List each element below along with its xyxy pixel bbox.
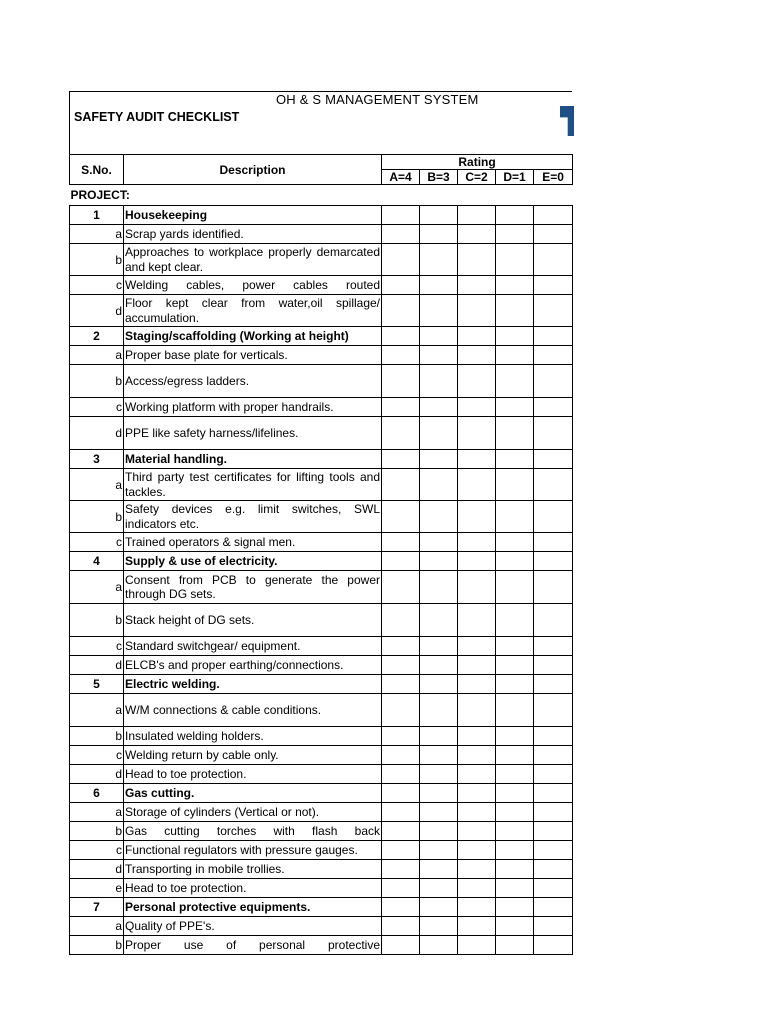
rating-cell[interactable] [420, 841, 458, 860]
checklist-item-row [70, 841, 573, 860]
item-description: Standard switchgear/ equipment. [124, 637, 382, 656]
rating-cell[interactable] [382, 604, 420, 637]
rating-cell[interactable] [420, 822, 458, 841]
rating-cell[interactable] [458, 225, 496, 244]
item-letter: a [70, 346, 124, 365]
section-number: 6 [70, 784, 124, 803]
rating-cell[interactable] [496, 727, 534, 746]
checklist-item-row [70, 346, 573, 365]
item-description: Proper use of personal protective [124, 936, 382, 955]
rating-cell[interactable] [382, 936, 420, 955]
rating-cell[interactable] [420, 398, 458, 417]
rating-cell[interactable] [496, 822, 534, 841]
rating-cell[interactable] [382, 295, 420, 327]
rating-cell[interactable] [496, 746, 534, 765]
rating-cell[interactable] [534, 860, 573, 879]
rating-cell[interactable] [496, 501, 534, 533]
rating-cell[interactable] [382, 533, 420, 552]
rating-cell[interactable] [496, 244, 534, 276]
item-description: ELCB's and proper earthing/connections. [124, 656, 382, 675]
rating-cell[interactable] [496, 917, 534, 936]
rating-cell[interactable] [420, 898, 458, 917]
item-description: Proper base plate for verticals. [124, 346, 382, 365]
checklist-item-row [70, 533, 573, 552]
rating-cell[interactable] [534, 727, 573, 746]
rating-cell[interactable] [420, 346, 458, 365]
rating-cell[interactable] [458, 784, 496, 803]
system-title: OH & S MANAGEMENT SYSTEM [276, 92, 479, 107]
rating-cell[interactable] [420, 879, 458, 898]
rating-cell[interactable] [458, 898, 496, 917]
rating-level-d: D=1 [496, 170, 534, 185]
item-letter: d [70, 295, 124, 327]
project-spacer [382, 185, 573, 206]
rating-cell[interactable] [382, 501, 420, 533]
section-row [70, 898, 573, 917]
rating-cell[interactable] [420, 206, 458, 225]
rating-cell[interactable] [534, 879, 573, 898]
rating-level-a: A=4 [382, 170, 420, 185]
rating-cell[interactable] [458, 295, 496, 327]
item-letter: b [70, 501, 124, 533]
section-row [70, 450, 573, 469]
rating-cell[interactable] [382, 225, 420, 244]
rating-cell[interactable] [420, 694, 458, 727]
rating-cell[interactable] [534, 276, 573, 295]
rating-cell[interactable] [458, 533, 496, 552]
rating-cell[interactable] [534, 206, 573, 225]
checklist-sheet [69, 91, 572, 955]
rating-cell[interactable] [382, 417, 420, 450]
rating-cell[interactable] [458, 398, 496, 417]
rating-cell[interactable] [420, 365, 458, 398]
rating-cell[interactable] [420, 552, 458, 571]
rating-cell[interactable] [534, 656, 573, 675]
rating-cell[interactable] [496, 398, 534, 417]
rating-cell[interactable] [382, 917, 420, 936]
checklist-item-row [70, 244, 573, 276]
rating-cell[interactable] [420, 225, 458, 244]
section-number: 4 [70, 552, 124, 571]
rating-cell[interactable] [496, 417, 534, 450]
section-number: 3 [70, 450, 124, 469]
item-description: Gas cutting torches with flash back [124, 822, 382, 841]
rating-cell[interactable] [496, 879, 534, 898]
rating-cell[interactable] [534, 450, 573, 469]
item-letter: a [70, 571, 124, 604]
item-letter: a [70, 917, 124, 936]
rating-cell[interactable] [458, 860, 496, 879]
rating-cell[interactable] [420, 533, 458, 552]
rating-cell[interactable] [496, 604, 534, 637]
rating-cell[interactable] [382, 765, 420, 784]
rating-cell[interactable] [534, 841, 573, 860]
rating-cell[interactable] [458, 206, 496, 225]
rating-cell[interactable] [420, 501, 458, 533]
item-letter: b [70, 244, 124, 276]
item-letter: c [70, 637, 124, 656]
rating-cell[interactable] [382, 469, 420, 501]
rating-cell[interactable] [382, 898, 420, 917]
rating-cell[interactable] [496, 656, 534, 675]
rating-cell[interactable] [382, 656, 420, 675]
rating-cell[interactable] [496, 571, 534, 604]
item-letter: c [70, 398, 124, 417]
rating-cell[interactable] [420, 936, 458, 955]
rating-cell[interactable] [534, 225, 573, 244]
section-number: 7 [70, 898, 124, 917]
rating-cell[interactable] [382, 244, 420, 276]
rating-cell[interactable] [458, 552, 496, 571]
item-description: Safety devices e.g. limit switches, SWL indicators etc. [125, 502, 380, 531]
rating-level-c: C=2 [458, 170, 496, 185]
rating-cell[interactable] [496, 469, 534, 501]
rating-cell[interactable] [420, 803, 458, 822]
item-letter: c [70, 746, 124, 765]
section-title: Gas cutting. [124, 784, 382, 803]
item-description: Access/egress ladders. [124, 365, 382, 398]
description-header: Description [124, 155, 382, 185]
checklist-item-row [70, 365, 573, 398]
rating-cell[interactable] [496, 346, 534, 365]
checklist-item-row [70, 879, 573, 898]
rating-cell[interactable] [382, 327, 420, 346]
rating-cell[interactable] [534, 552, 573, 571]
rating-cell[interactable] [496, 533, 534, 552]
item-description: Functional regulators with pressure gauges. [124, 841, 382, 860]
item-letter: a [70, 469, 124, 501]
rating-cell[interactable] [458, 244, 496, 276]
project-row [70, 185, 573, 206]
rating-cell[interactable] [534, 803, 573, 822]
rating-cell[interactable] [458, 637, 496, 656]
rating-cell[interactable] [458, 417, 496, 450]
item-description: Welding return by cable only. [124, 746, 382, 765]
sno-header: S.No. [70, 155, 124, 185]
rating-cell[interactable] [534, 571, 573, 604]
item-description: Storage of cylinders (Vertical or not). [124, 803, 382, 822]
rating-cell[interactable] [458, 276, 496, 295]
rating-level-e: E=0 [534, 170, 573, 185]
rating-cell[interactable] [534, 295, 573, 327]
checklist-item-row [70, 803, 573, 822]
rating-cell[interactable] [534, 398, 573, 417]
rating-cell[interactable] [458, 727, 496, 746]
document-title: SAFETY AUDIT CHECKLIST [74, 110, 240, 124]
rating-cell[interactable] [534, 694, 573, 727]
rating-cell[interactable] [420, 295, 458, 327]
rating-cell[interactable] [382, 450, 420, 469]
rating-cell[interactable] [420, 860, 458, 879]
rating-cell[interactable] [534, 501, 573, 533]
rating-cell[interactable] [382, 784, 420, 803]
item-description: Transporting in mobile trollies. [124, 860, 382, 879]
rating-cell[interactable] [458, 501, 496, 533]
checklist-table [69, 154, 573, 955]
checklist-item-row [70, 694, 573, 727]
rating-cell[interactable] [382, 675, 420, 694]
section-title: Electric welding. [124, 675, 382, 694]
rating-cell[interactable] [420, 675, 458, 694]
section-row [70, 552, 573, 571]
rating-cell[interactable] [382, 746, 420, 765]
item-description: W/M connections & cable conditions. [124, 694, 382, 727]
item-description: Third party test certificates for lifting tools and tackles. [125, 470, 380, 499]
rating-cell[interactable] [496, 765, 534, 784]
rating-cell[interactable] [382, 552, 420, 571]
section-row [70, 675, 573, 694]
rating-cell[interactable] [458, 604, 496, 637]
rating-cell[interactable] [458, 327, 496, 346]
rating-cell[interactable] [382, 879, 420, 898]
checklist-item-row [70, 765, 573, 784]
rating-cell[interactable] [496, 552, 534, 571]
rating-cell[interactable] [496, 841, 534, 860]
rating-cell[interactable] [382, 571, 420, 604]
rating-cell[interactable] [420, 244, 458, 276]
item-description: Welding cables, power cables routed [124, 276, 382, 295]
document-header [69, 91, 572, 154]
item-letter: d [70, 417, 124, 450]
rating-cell[interactable] [382, 803, 420, 822]
rating-level-b: B=3 [420, 170, 458, 185]
rating-cell[interactable] [534, 469, 573, 501]
item-description: Trained operators & signal men. [124, 533, 382, 552]
rating-cell[interactable] [496, 450, 534, 469]
rating-cell[interactable] [382, 276, 420, 295]
section-title: Material handling. [124, 450, 382, 469]
rating-cell[interactable] [420, 765, 458, 784]
rating-cell[interactable] [534, 917, 573, 936]
rating-cell[interactable] [534, 675, 573, 694]
rating-cell[interactable] [496, 225, 534, 244]
rating-cell[interactable] [534, 346, 573, 365]
item-letter: e [70, 879, 124, 898]
checklist-item-row [70, 398, 573, 417]
rating-cell[interactable] [496, 898, 534, 917]
rating-cell[interactable] [496, 860, 534, 879]
item-description: Stack height of DG sets. [124, 604, 382, 637]
rating-cell[interactable] [458, 803, 496, 822]
checklist-item-row [70, 571, 573, 604]
rating-header: Rating [382, 155, 573, 170]
rating-cell[interactable] [458, 917, 496, 936]
rating-cell[interactable] [534, 417, 573, 450]
item-letter: a [70, 803, 124, 822]
rating-cell[interactable] [420, 656, 458, 675]
checklist-item-row [70, 295, 573, 327]
checklist-item-row [70, 917, 573, 936]
item-description: Head to toe protection. [124, 879, 382, 898]
rating-cell[interactable] [534, 365, 573, 398]
checklist-item-row [70, 936, 573, 955]
rating-cell[interactable] [458, 694, 496, 727]
rating-cell[interactable] [496, 206, 534, 225]
rating-cell[interactable] [420, 469, 458, 501]
rating-cell[interactable] [382, 860, 420, 879]
rating-cell[interactable] [496, 365, 534, 398]
item-letter: d [70, 860, 124, 879]
checklist-item-row [70, 822, 573, 841]
section-title: Staging/scaffolding (Working at height) [124, 327, 382, 346]
item-letter: b [70, 727, 124, 746]
rating-cell[interactable] [534, 822, 573, 841]
rating-cell[interactable] [420, 604, 458, 637]
rating-cell[interactable] [382, 841, 420, 860]
section-title: Personal protective equipments. [124, 898, 382, 917]
checklist-item-row [70, 501, 573, 533]
company-logo [560, 106, 574, 136]
item-description: Quality of PPE's. [124, 917, 382, 936]
rating-cell[interactable] [420, 917, 458, 936]
checklist-item-row [70, 276, 573, 295]
rating-cell[interactable] [420, 276, 458, 295]
item-description: Approaches to workplace properly demarcated and kept clear. [125, 245, 380, 274]
rating-cell[interactable] [420, 746, 458, 765]
item-letter: c [70, 841, 124, 860]
rating-cell[interactable] [420, 571, 458, 604]
rating-cell[interactable] [534, 936, 573, 955]
rating-cell[interactable] [534, 244, 573, 276]
rating-cell[interactable] [420, 784, 458, 803]
item-letter: b [70, 936, 124, 955]
rating-cell[interactable] [534, 637, 573, 656]
item-letter: c [70, 276, 124, 295]
rating-cell[interactable] [458, 656, 496, 675]
rating-cell[interactable] [496, 276, 534, 295]
rating-cell[interactable] [382, 727, 420, 746]
checklist-item-row [70, 727, 573, 746]
section-row [70, 784, 573, 803]
rating-cell[interactable] [458, 450, 496, 469]
item-description: Working platform with proper handrails. [124, 398, 382, 417]
rating-cell[interactable] [534, 533, 573, 552]
rating-cell[interactable] [534, 898, 573, 917]
rating-cell[interactable] [458, 765, 496, 784]
item-description: Insulated welding holders. [124, 727, 382, 746]
rating-cell[interactable] [420, 450, 458, 469]
rating-cell[interactable] [382, 346, 420, 365]
item-description: Consent from PCB to generate the power through DG sets. [124, 571, 382, 604]
table-header [70, 155, 573, 185]
checklist-item-row [70, 225, 573, 244]
checklist-item-row [70, 637, 573, 656]
rating-cell[interactable] [534, 746, 573, 765]
item-letter: d [70, 656, 124, 675]
rating-cell[interactable] [458, 936, 496, 955]
checklist-item-row [70, 604, 573, 637]
rating-cell[interactable] [382, 365, 420, 398]
section-number: 2 [70, 327, 124, 346]
checklist-body [70, 185, 573, 955]
rating-cell[interactable] [458, 746, 496, 765]
rating-cell[interactable] [496, 936, 534, 955]
rating-cell[interactable] [458, 571, 496, 604]
section-number: 5 [70, 675, 124, 694]
item-letter: b [70, 822, 124, 841]
rating-cell[interactable] [458, 365, 496, 398]
item-description: Floor kept clear from water,oil spillage/ accumulation. [125, 296, 380, 325]
checklist-item-row [70, 656, 573, 675]
rating-cell[interactable] [382, 822, 420, 841]
item-letter: b [70, 604, 124, 637]
item-letter: c [70, 533, 124, 552]
rating-cell[interactable] [534, 604, 573, 637]
checklist-item-row [70, 469, 573, 501]
rating-cell[interactable] [496, 637, 534, 656]
rating-cell[interactable] [496, 784, 534, 803]
rating-cell[interactable] [420, 327, 458, 346]
rating-cell[interactable] [382, 398, 420, 417]
rating-cell[interactable] [496, 803, 534, 822]
rating-cell[interactable] [420, 417, 458, 450]
checklist-item-row [70, 417, 573, 450]
rating-cell[interactable] [458, 346, 496, 365]
rating-cell[interactable] [496, 694, 534, 727]
item-description: Head to toe protection. [124, 765, 382, 784]
rating-cell[interactable] [496, 675, 534, 694]
section-row [70, 327, 573, 346]
section-row [70, 206, 573, 225]
rating-cell[interactable] [382, 637, 420, 656]
item-letter: d [70, 765, 124, 784]
rating-cell[interactable] [458, 879, 496, 898]
rating-cell[interactable] [458, 469, 496, 501]
rating-cell[interactable] [496, 295, 534, 327]
rating-cell[interactable] [420, 637, 458, 656]
rating-cell[interactable] [458, 822, 496, 841]
rating-cell[interactable] [420, 727, 458, 746]
rating-cell[interactable] [534, 784, 573, 803]
section-number: 1 [70, 206, 124, 225]
item-letter: a [70, 225, 124, 244]
item-letter: a [70, 694, 124, 727]
rating-cell[interactable] [496, 327, 534, 346]
rating-cell[interactable] [382, 206, 420, 225]
section-title: Supply & use of electricity. [124, 552, 382, 571]
checklist-item-row [70, 746, 573, 765]
rating-cell[interactable] [534, 327, 573, 346]
item-description: Scrap yards identified. [124, 225, 382, 244]
rating-cell[interactable] [534, 765, 573, 784]
checklist-item-row [70, 860, 573, 879]
section-title: Housekeeping [124, 206, 382, 225]
item-description: PPE like safety harness/lifelines. [124, 417, 382, 450]
project-label: PROJECT: [70, 188, 130, 202]
rating-cell[interactable] [458, 675, 496, 694]
rating-cell[interactable] [382, 694, 420, 727]
rating-cell[interactable] [458, 841, 496, 860]
item-letter: b [70, 365, 124, 398]
